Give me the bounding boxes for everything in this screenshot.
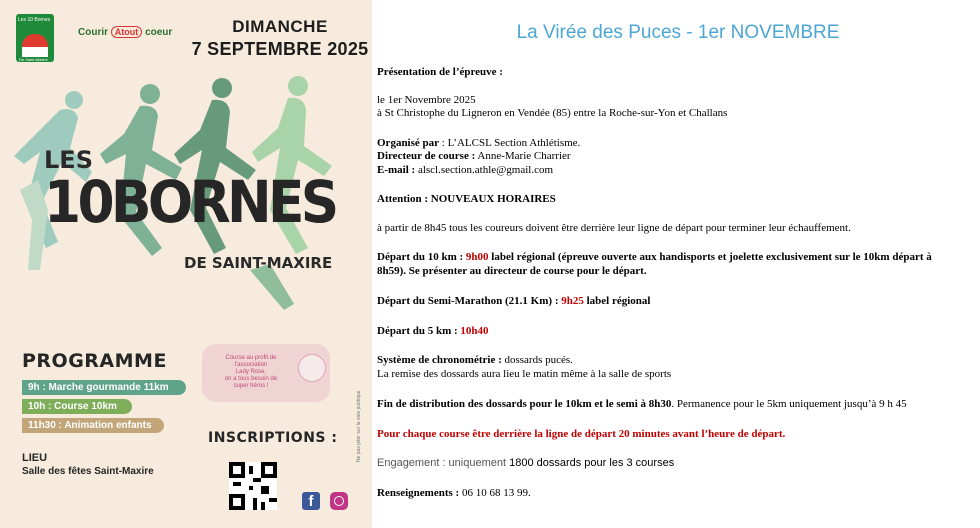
logo-cap-shape bbox=[22, 34, 48, 48]
inscriptions-heading: INSCRIPTIONS : bbox=[208, 430, 338, 446]
depart-5km-time: 10h40 bbox=[460, 325, 489, 337]
lieu-label: LIEU bbox=[22, 452, 48, 464]
runner-head bbox=[140, 84, 160, 104]
renseignements-line bbox=[377, 487, 531, 500]
depart-10km-time: 9h00 bbox=[465, 251, 489, 263]
depart-5km-label: Départ du 5 km : bbox=[377, 325, 461, 337]
depart-10km-label: Départ du 10 km : bbox=[377, 251, 466, 263]
engagement-label: Engagement : uniquement bbox=[377, 457, 510, 469]
depart-10km-detail-2: 8h59). Se présenter au directeur de course pour le départ. bbox=[377, 265, 647, 277]
programme-item: 10h : Course 10km bbox=[22, 399, 132, 414]
depart-semi-line bbox=[377, 295, 650, 308]
depart-semi-detail: label régional bbox=[583, 295, 651, 307]
poster-les: LES bbox=[44, 146, 93, 174]
depart-10km-detail: label régional (épreuve ouverte aux handisports et joelette exclusivement sur le 10km départ à bbox=[488, 251, 932, 263]
organiser-line bbox=[377, 137, 580, 150]
logo-base-shape bbox=[22, 47, 48, 57]
renseignements-label: Renseignements : bbox=[377, 487, 460, 499]
renseignements-value: 06 10 68 13 99. bbox=[459, 487, 531, 499]
programme-item: 9h : Marche gourmande 11km bbox=[22, 380, 186, 395]
email-label: E-mail : bbox=[377, 164, 416, 176]
email-value: alscl.section.athle@gmail.com bbox=[415, 164, 554, 176]
poster-saint-maxire: DE SAINT-MAXIRE bbox=[184, 254, 333, 272]
engagement-line bbox=[377, 457, 674, 470]
depart-semi-label: Départ du Semi-Marathon (21.1 Km) : bbox=[377, 295, 562, 307]
director-line bbox=[377, 150, 571, 163]
director-value: Anne-Marie Charrier bbox=[475, 150, 571, 162]
director-label: Directeur de course : bbox=[377, 150, 476, 162]
chrono-line bbox=[377, 354, 573, 367]
attention-line bbox=[377, 193, 556, 206]
poster-date bbox=[190, 16, 370, 60]
depart-10km-line bbox=[377, 251, 932, 264]
poster-10-bornes: 10BORNES bbox=[44, 168, 336, 236]
organiser-label: Organisé par bbox=[377, 137, 440, 149]
vertical-note: Ne pas jeter sur la voie publique bbox=[356, 390, 362, 462]
engagement-value: 1800 dossards pour les 3 courses bbox=[509, 457, 675, 469]
runner-head bbox=[65, 91, 83, 109]
lady-rose-logo bbox=[298, 354, 326, 382]
programme-heading: PROGRAMME bbox=[22, 350, 167, 372]
logo-courir: Courir bbox=[78, 27, 108, 38]
qr-code-icon bbox=[229, 462, 277, 510]
programme-item: 11h30 : Animation enfants bbox=[22, 418, 164, 433]
courir-atout-coeur-logo bbox=[78, 26, 172, 38]
event-description bbox=[372, 0, 980, 528]
poster-date-full: 7 SEPTEMBRE 2025 bbox=[191, 39, 369, 59]
chrono-label: Système de chronométrie : bbox=[377, 354, 502, 366]
presentation-label: Présentation de l’épreuve : bbox=[377, 66, 503, 78]
page-title: La Virée des Puces - 1er NOVEMBRE bbox=[516, 22, 840, 43]
depart-5km-line bbox=[377, 325, 489, 338]
facebook-icon: f bbox=[302, 492, 320, 510]
start-warning-line: Pour chaque course être derrière la ligne de départ 20 minutes avant l’heure de départ. bbox=[377, 428, 786, 440]
association-text: Course au profit de l'association Lady Rose, on a tous besoin de super héros ! bbox=[224, 355, 278, 389]
fin-distribution-line bbox=[377, 398, 907, 411]
depart-semi-time: 9h25 bbox=[561, 295, 584, 307]
warmup-line: à partir de 8h45 tous les coureurs doivent être derrière leur ligne de départ pour terminer leur échauffement. bbox=[377, 222, 851, 234]
event-date: le 1er Novembre 2025 bbox=[377, 94, 476, 106]
attention-label: Attention : bbox=[377, 193, 429, 205]
runner-head bbox=[288, 76, 308, 96]
runner-head bbox=[212, 78, 232, 98]
email-line bbox=[377, 164, 553, 177]
club-logo bbox=[16, 14, 54, 62]
event-location: à St Christophe du Ligneron en Vendée (85) entre la Roche-sur-Yon et Challans bbox=[377, 107, 728, 119]
fin-distribution-label: Fin de distribution des dossards pour le 10km et le semi à 8h30 bbox=[377, 398, 672, 410]
logo-top-text: Les 10 Bornes bbox=[18, 17, 51, 23]
logo-atout-heart: Atout bbox=[111, 26, 143, 38]
organiser-value: : L’ALCSL Section Athlétisme. bbox=[439, 137, 581, 149]
logo-bottom-text: De Saint-Maxire bbox=[19, 57, 48, 62]
chrono-value: dossards pucés. bbox=[501, 354, 573, 366]
fin-distribution-value: . Permanence pour le 5km uniquement jusqu’à 9 h 45 bbox=[671, 398, 907, 410]
poster-date-day: DIMANCHE bbox=[232, 17, 328, 36]
attention-value: NOUVEAUX HORAIRES bbox=[428, 193, 556, 205]
logo-coeur: coeur bbox=[145, 27, 173, 38]
event-poster bbox=[0, 0, 372, 528]
lieu-value: Salle des fêtes Saint-Maxire bbox=[22, 466, 154, 477]
remise-line: La remise des dossards aura lieu le matin même à la salle de sports bbox=[377, 368, 672, 380]
instagram-icon bbox=[330, 492, 348, 510]
